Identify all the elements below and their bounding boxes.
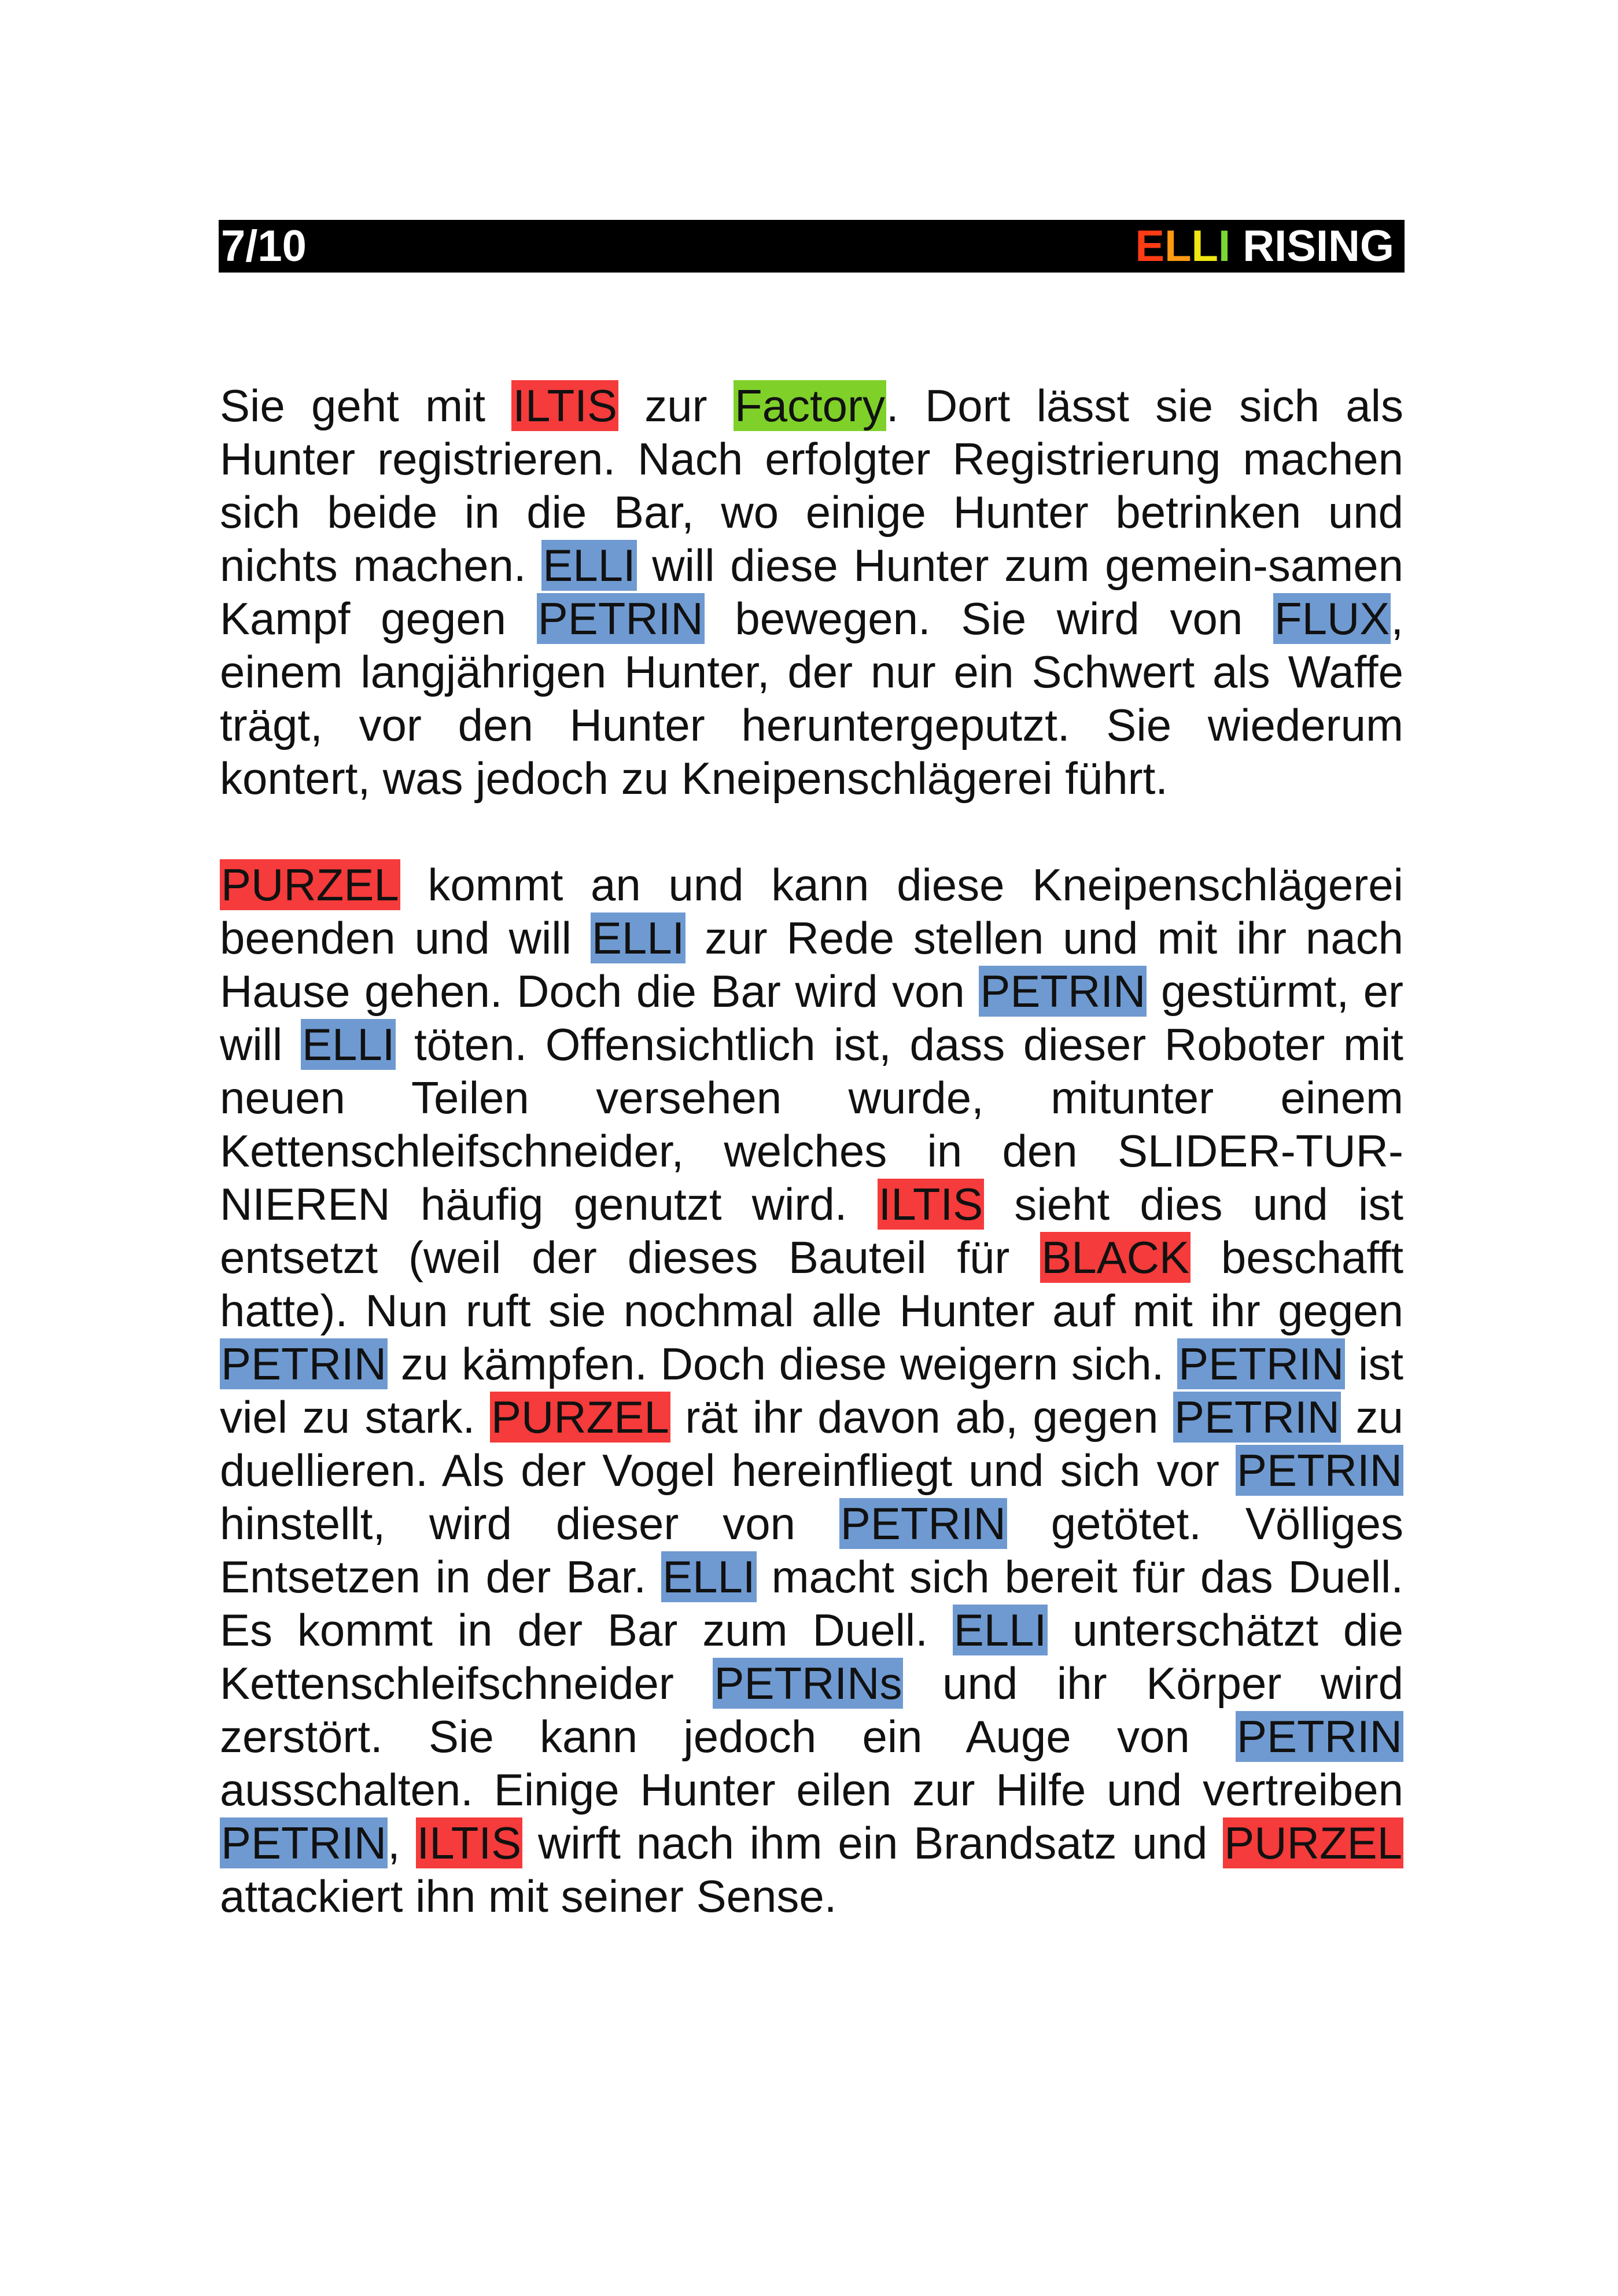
highlighted-name: PETRINs xyxy=(714,1658,902,1709)
text-run: kommt an und kann diese Kneipenschlägerei beenden und will xyxy=(220,859,1403,963)
title-part: I xyxy=(1218,222,1231,271)
highlighted-name: ELLI xyxy=(953,1605,1047,1655)
highlighted-name: PETRIN xyxy=(537,593,703,644)
text-run: . Dort lässt sie sich als Hunter registrieren. Nach erfolgter Registrierung machen sich beide in die Bar, wo einige Hunter betrinken und nichts machen. xyxy=(220,380,1403,591)
text-run: bewegen. Sie wird von xyxy=(704,593,1273,644)
title-part: L xyxy=(1191,222,1218,271)
highlighted-name: ELLI xyxy=(662,1551,755,1602)
highlighted-name: PETRIN xyxy=(840,1498,1006,1549)
story-text xyxy=(220,379,1403,1923)
text-run: hinstellt, wird dieser von xyxy=(220,1498,839,1549)
highlighted-name: ILTIS xyxy=(878,1179,983,1230)
paragraph xyxy=(220,379,1403,805)
text-run: ist viel zu stark. xyxy=(220,1338,1403,1443)
document-title xyxy=(1135,220,1394,273)
highlighted-name: PETRIN xyxy=(1236,1445,1402,1496)
text-run: , xyxy=(388,1817,416,1868)
text-run: beschafft hatte). Nun ruft sie nochmal alle Hunter auf mit ihr gegen xyxy=(220,1232,1403,1336)
text-run: gestürmt, er will xyxy=(220,966,1403,1070)
text-run: wirft nach ihm ein Brandsatz und xyxy=(522,1817,1223,1868)
highlighted-name: PETRIN xyxy=(221,1817,387,1868)
highlighted-name: FLUX xyxy=(1274,593,1390,644)
text-run: will diese Hunter zum gemein-samen Kampf gegen xyxy=(220,540,1403,644)
highlighted-name: ELLI xyxy=(543,540,636,591)
title-part: RISING xyxy=(1230,222,1394,271)
title-part: E xyxy=(1135,222,1165,271)
highlighted-name: Factory xyxy=(734,380,885,431)
highlighted-name: PETRIN xyxy=(221,1338,387,1389)
highlighted-name: PURZEL xyxy=(221,859,399,910)
text-run: töten. Offensichtlich ist, dass dieser Roboter mit neuen Teilen versehen wurde, mitunter einem Kettenschleifschneider, welches in den SLIDER-TURNIEREN häufig genutzt wird. xyxy=(220,1019,1403,1230)
highlighted-name: ILTIS xyxy=(513,380,617,431)
title-part: L xyxy=(1164,222,1192,271)
text-run: zur xyxy=(618,380,734,431)
text-run: zu kämpfen. Doch diese weigern sich. xyxy=(388,1338,1178,1389)
paragraph xyxy=(220,858,1403,1923)
highlighted-name: ELLI xyxy=(591,912,685,963)
text-run: rät ihr davon ab, gegen xyxy=(670,1392,1173,1443)
text-run: unterschätzt die Kettenschleifschneider xyxy=(220,1605,1403,1709)
highlighted-name: PETRIN xyxy=(1236,1711,1402,1762)
page-number: 7/10 xyxy=(221,222,307,271)
highlighted-name: PURZEL xyxy=(491,1392,669,1443)
text-run: Sie geht mit xyxy=(220,380,512,431)
highlighted-name: BLACK xyxy=(1041,1232,1190,1283)
text-run: macht sich bereit für das Duell. Es kommt in der Bar zum Duell. xyxy=(220,1551,1403,1655)
text-run: attackiert ihn mit seiner Sense. xyxy=(220,1871,837,1922)
text-run: sieht dies und ist entsetzt (weil der dieses Bauteil für xyxy=(220,1179,1403,1283)
highlighted-name: ELLI xyxy=(301,1019,395,1070)
text-run: zu duellieren. Als der Vogel hereinfliegt und sich vor xyxy=(220,1392,1403,1496)
highlighted-name: PURZEL xyxy=(1224,1817,1402,1868)
text-run: und ihr Körper wird zerstört. Sie kann jedoch ein Auge von xyxy=(220,1658,1403,1762)
highlighted-name: PETRIN xyxy=(980,966,1146,1017)
highlighted-name: PETRIN xyxy=(1174,1392,1340,1443)
text-run: getötet. Völliges Entsetzen in der Bar. xyxy=(220,1498,1403,1602)
text-run: , einem langjährigen Hunter, der nur ein Schwert als Waffe trägt, vor den Hunter heruntergeputzt. Sie wiederum kontert, was jedoch zu Kneipenschlägerei führt. xyxy=(220,593,1404,804)
highlighted-name: PETRIN xyxy=(1178,1338,1344,1389)
text-run: zur Rede stellen und mit ihr nach Hause gehen. Doch die Bar wird von xyxy=(220,912,1403,1017)
text-run: ausschalten. Einige Hunter eilen zur Hilfe und vertreiben xyxy=(220,1764,1403,1815)
page-header xyxy=(219,220,1405,273)
highlighted-name: ILTIS xyxy=(417,1817,522,1868)
